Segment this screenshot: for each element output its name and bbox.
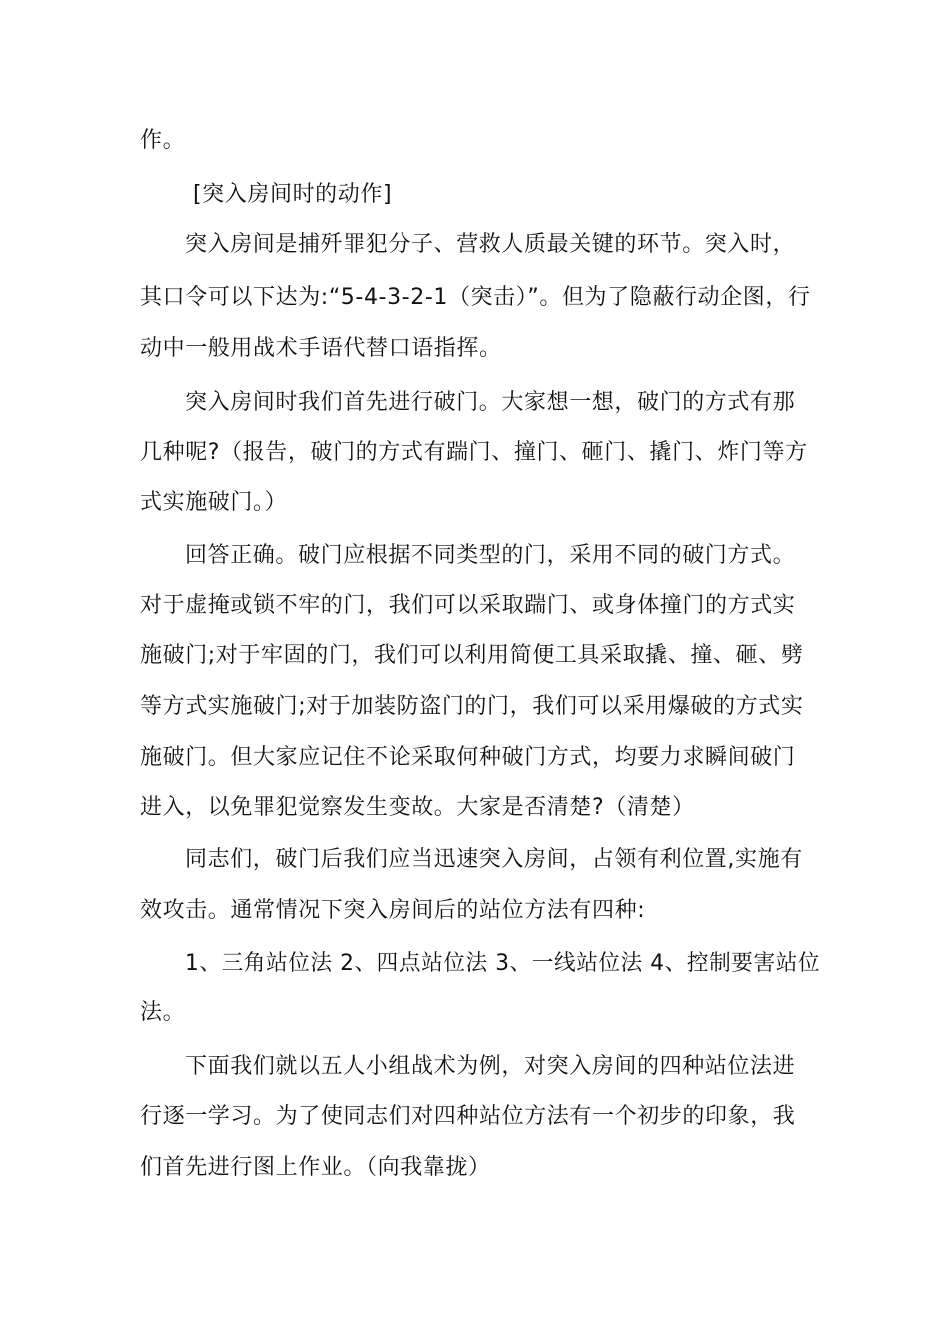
text-line: 式实施破门。） xyxy=(140,490,288,515)
text-line: 突入房间是捕歼罪犯分子、营救人质最关键的环节。突入时， xyxy=(185,232,796,257)
text-line: 效攻击。通常情况下突入房间后的站位方法有四种: xyxy=(140,898,646,923)
text-line: 同志们，破门后我们应当迅速突入房间，占领有利位置,实施有 xyxy=(185,847,803,872)
text-line: 下面我们就以五人小组战术为例，对突入房间的四种站位法进 xyxy=(185,1054,796,1079)
text-line: 施破门;对于牢固的门，我们可以利用简便工具采取撬、撞、砸、劈 xyxy=(140,643,804,668)
text-line: 作。 xyxy=(140,128,186,153)
text-line: 对于虚掩或锁不牢的门，我们可以采取踹门、或身体撞门的方式实 xyxy=(140,593,796,618)
text-line: 法。 xyxy=(140,1000,186,1025)
text-line: 其口令可以下达为:“5-4-3-2-1（突击）”。但为了隐蔽行动企图，行 xyxy=(140,285,811,310)
text-line: 进入，以免罪犯觉察发生变故。大家是否清楚?（清楚） xyxy=(140,795,695,820)
text-line: 等方式实施破门;对于加装防盗门的门，我们可以采用爆破的方式实 xyxy=(140,694,804,719)
text-line: 动中一般用战术手语代替口语指挥。 xyxy=(140,336,502,361)
text-line: 回答正确。破门应根据不同类型的门，采用不同的破门方式。 xyxy=(185,543,796,568)
text-line: 突入房间时我们首先进行破门。大家想一想，破门的方式有那 xyxy=(185,390,796,415)
section-heading: [突入房间时的动作] xyxy=(193,182,393,207)
text-line: 施破门。但大家应记住不论采取何种破门方式，均要力求瞬间破门 xyxy=(140,745,796,770)
text-line: 行逐一学习。为了使同志们对四种站位方法有一个初步的印象，我 xyxy=(140,1104,796,1129)
text-line: 们首先进行图上作业。（向我靠拢） xyxy=(140,1155,491,1180)
list-line: 1、三角站位法 2、四点站位法 3、一线站位法 4、控制要害站位 xyxy=(185,951,821,976)
text-line: 几种呢?（报告，破门的方式有踹门、撞门、砸门、撬门、炸门等方 xyxy=(140,440,808,465)
